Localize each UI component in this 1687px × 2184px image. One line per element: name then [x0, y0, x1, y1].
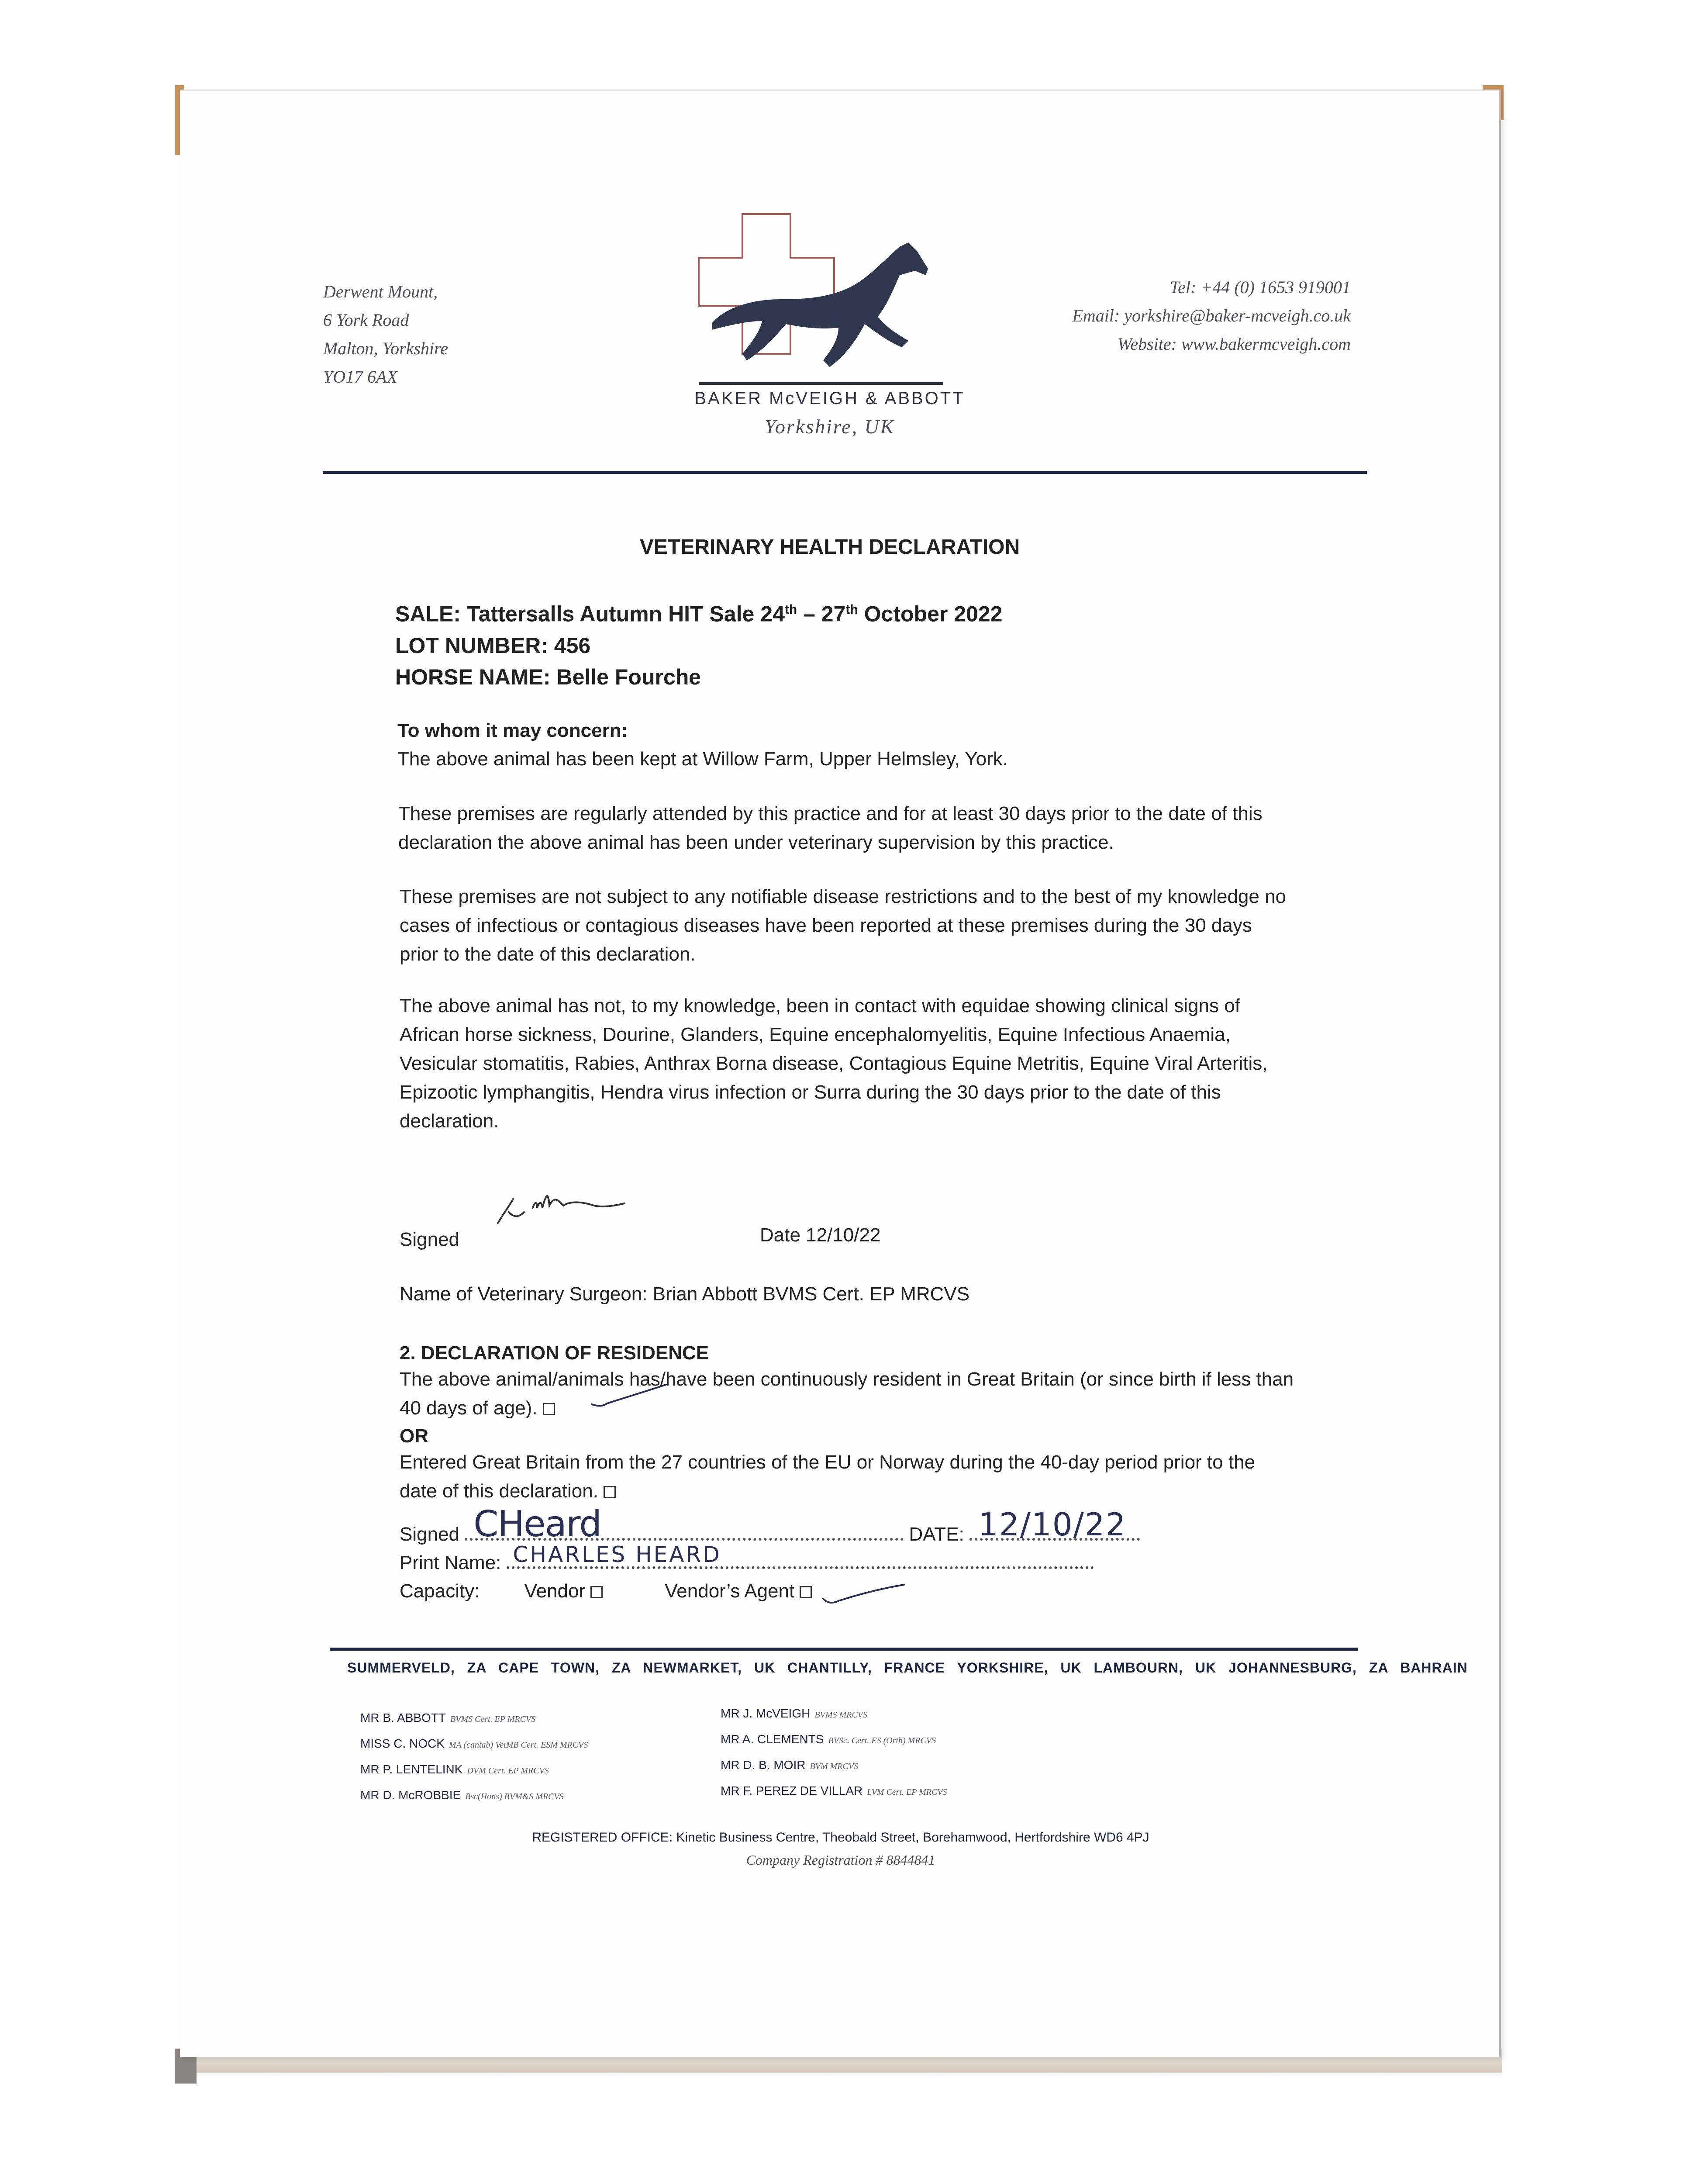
- lot-number: LOT NUMBER: 456: [395, 633, 591, 658]
- staff-member: [721, 1701, 947, 1727]
- signature-field[interactable]: [465, 1503, 904, 1545]
- staff-quals: BVMS Cert. EP MRCVS: [450, 1714, 536, 1724]
- residence-heading: 2. DECLARATION OF RESIDENCE: [400, 1342, 709, 1364]
- residence-option-2-text: Entered Great Britain from the 27 countries of the EU or Norway during the 40-day period prior to the date of this declaration.: [400, 1451, 1256, 1502]
- vet-sign-date: Date 12/10/22: [760, 1224, 881, 1246]
- contact-website: Website: www.bakermcveigh.com: [1117, 334, 1351, 354]
- footer-divider: [330, 1648, 1358, 1651]
- staff-name: MR P. LENTELINK: [360, 1762, 463, 1776]
- print-name-label: Print Name:: [400, 1552, 501, 1573]
- practice-address: [323, 277, 448, 391]
- staff-quals: BVSc. Cert. ES (Orth) MRCVS: [828, 1736, 936, 1745]
- capacity-line: [400, 1577, 812, 1606]
- staff-member: [721, 1727, 947, 1753]
- staff-list-right: [721, 1701, 947, 1804]
- staff-name: MR F. PEREZ DE VILLAR: [721, 1784, 863, 1797]
- header-divider: [323, 471, 1367, 474]
- vendor-agent-label: Vendor’s Agent: [665, 1580, 795, 1602]
- staff-quals: Bsc(Hons) BVM&S MRCVS: [465, 1792, 564, 1801]
- practice-logo: [681, 210, 961, 415]
- vendor-agent-checkbox[interactable]: [800, 1586, 812, 1598]
- document-title: VETERINARY HEALTH DECLARATION: [639, 536, 1020, 559]
- vet-signature-icon: [493, 1182, 633, 1230]
- contact-phone: Tel: +44 (0) 1653 919001: [1170, 277, 1351, 297]
- concern-heading: To whom it may concern:: [397, 720, 628, 741]
- horse-name: HORSE NAME: Belle Fourche: [395, 664, 701, 689]
- staff-name: MR B. ABBOTT: [360, 1711, 446, 1724]
- contact-email: Email: yorkshire@baker-mcveigh.co.uk: [1072, 306, 1351, 325]
- staff-name: MR D. B. MOIR: [721, 1758, 806, 1772]
- staff-member: [360, 1731, 588, 1757]
- office-locations: SUMMERVELD, ZA CAPE TOWN, ZA NEWMARKET, UK CHANTILLY, FRANCE YORKSHIRE, UK LAMBOURN, UK JOHANNESBURG, ZA BAHRAIN: [347, 1660, 1468, 1676]
- vet-signed-label: Signed: [400, 1229, 460, 1250]
- residence-option-1: [400, 1365, 1312, 1423]
- address-line: Malton, Yorkshire: [323, 339, 448, 358]
- address-line: Derwent Mount,: [323, 282, 438, 301]
- sale-sup: th: [845, 602, 858, 617]
- address-line: 6 York Road: [323, 310, 409, 330]
- horse-cross-logo-icon: [681, 210, 961, 415]
- residence-option-1-text: The above animal/animals has/have been continuously resident in Great Britain (or since birth if less than 40 days of age).: [400, 1368, 1294, 1419]
- staff-member: [721, 1753, 947, 1779]
- vendor-agent-checkmark-icon: [821, 1581, 908, 1607]
- sale-sup: th: [784, 602, 797, 617]
- staff-member: [360, 1706, 588, 1731]
- brand-name: BAKER McVEIGH & ABBOTT: [694, 389, 965, 408]
- print-name-line: [400, 1542, 1094, 1577]
- option-1-checkmark-icon: [590, 1382, 668, 1413]
- residence-signature-line: [400, 1503, 1140, 1549]
- sale-line: [395, 594, 1002, 630]
- residence-option-1-checkbox[interactable]: [543, 1403, 555, 1415]
- practice-contact: [1072, 273, 1351, 358]
- staff-quals: BVM MRCVS: [810, 1762, 858, 1771]
- concern-text: The above animal has been kept at Willow Farm, Upper Helmsley, York.: [397, 748, 1008, 770]
- registered-office: REGISTERED OFFICE: Kinetic Business Centre, Theobald Street, Borehamwood, Hertfordshire WD6 4PJ: [532, 1830, 1149, 1845]
- print-name-value: CHARLES HEARD: [513, 1542, 721, 1567]
- staff-quals: DVM Cert. EP MRCVS: [467, 1766, 549, 1776]
- disease-restriction-paragraph: These premises are not subject to any notifiable disease restrictions and to the best of my knowledge no cases of infectious or contagious diseases have been reported at these premises during the 30 days prior to the date of this declaration.: [400, 886, 1287, 965]
- sale-label: SALE: Tattersalls Autumn HIT Sale 24: [395, 601, 785, 626]
- sale-end: October 2022: [858, 601, 1003, 626]
- residence-signature: CHeard: [473, 1503, 601, 1545]
- vendor-label: Vendor: [524, 1580, 586, 1602]
- residence-date-value: 12/10/22: [978, 1506, 1127, 1543]
- staff-name: MR A. CLEMENTS: [721, 1732, 824, 1746]
- staff-name: MISS C. NOCK: [360, 1737, 445, 1750]
- sale-info: [395, 594, 1002, 693]
- residence-date-field[interactable]: [969, 1506, 1140, 1543]
- contact-paragraph: The above animal has not, to my knowledge, been in contact with equidae showing clinical signs of African horse sickness, Dourine, Glanders, Equine encephalomyelitis, Equine Infectious Anaemia, Vesicular stomatitis, Rabies, Anthrax Borna disease, Contagious Equine Metritis, Equine Viral Arteritis, Epizootic lymphangitis, Hendra virus infection or Surra during the 30 days prior to the date of this declaration.: [400, 995, 1268, 1132]
- vendor-checkbox[interactable]: [590, 1586, 603, 1598]
- residence-option-2: [400, 1448, 1286, 1506]
- staff-quals: LVM Cert. EP MRCVS: [867, 1787, 947, 1797]
- capacity-label: Capacity:: [400, 1580, 480, 1602]
- brand-location: Yorkshire, UK: [764, 415, 895, 438]
- residence-or: OR: [400, 1425, 428, 1447]
- supervision-paragraph: These premises are regularly attended by this practice and for at least 30 days prior to the date of this declaration the above animal has been under veterinary supervision by this practice.: [398, 803, 1263, 853]
- staff-quals: BVMS MRCVS: [814, 1710, 867, 1720]
- sale-mid: – 27: [797, 601, 846, 626]
- staff-member: [360, 1757, 588, 1783]
- residence-date-label: DATE:: [909, 1524, 964, 1545]
- staff-member: [721, 1779, 947, 1804]
- staff-list-left: [360, 1706, 588, 1809]
- staff-quals: MA (cantab) VetMB Cert. ESM MRCVS: [448, 1740, 588, 1750]
- staff-name: MR J. McVEIGH: [721, 1707, 811, 1720]
- staff-name: MR D. McROBBIE: [360, 1788, 461, 1802]
- staff-member: [360, 1783, 588, 1809]
- residence-option-2-checkbox[interactable]: [604, 1486, 616, 1498]
- company-registration: Company Registration # 8844841: [746, 1852, 935, 1868]
- residence-signed-label: Signed: [400, 1524, 460, 1545]
- address-line: YO17 6AX: [323, 367, 397, 387]
- print-name-field[interactable]: [507, 1542, 1094, 1569]
- vet-name: Name of Veterinary Surgeon: Brian Abbott BVMS Cert. EP MRCVS: [400, 1283, 970, 1305]
